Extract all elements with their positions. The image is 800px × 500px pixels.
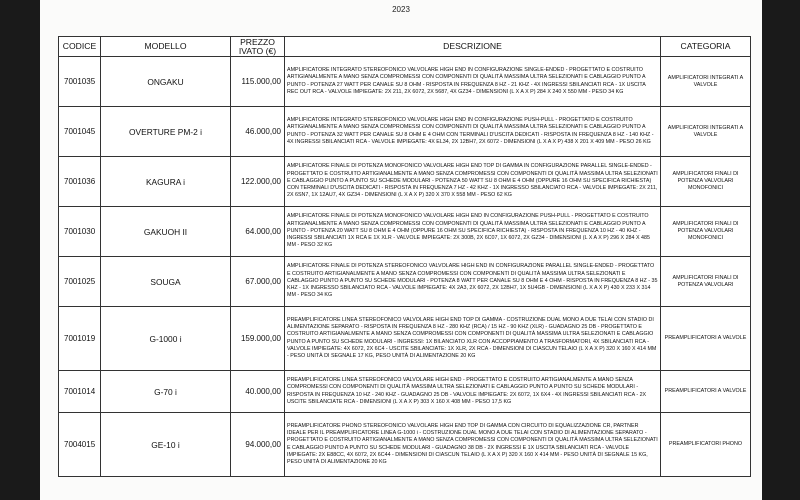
product-price: 46.000,00 — [231, 107, 285, 157]
product-price: 115.000,00 — [231, 57, 285, 107]
table-row — [59, 107, 751, 157]
product-description: PREAMPLIFICATORE LINEA STEREOFONICO VALVOLARE HIGH END - PROGETTATO E COSTRUITO ARTIGIANALMENTE A MANO SENZA COMPROMESSI CON COMPONENTI DI QUALITÀ MASSIMA ULTRA SELEZIONATI E CABLAGGIO PUNTO A PUNTO SU SCHEDE MODULARI - RISPOSTA IN FREQUENZA 10 HZ - 240 KHZ - GUADAGNO 25 DB - VALVOLE IMPIEGATE: 2X 6072, 1X 6X4 - 4X INGRESSI SBILANCIATI RCA - 2X USCITE SBILANCIATE RCA - DIMENSIONI (L X A X P) 303 X 160 X 408 MM - PESO 17,5 KG — [285, 371, 661, 413]
product-price: 94.000,00 — [231, 413, 285, 477]
header-description: DESCRIZIONE — [285, 37, 661, 57]
header-price: PREZZO IVATO (€) — [231, 37, 285, 57]
product-category: PREAMPLIFICATORI PHONO — [661, 413, 751, 477]
header-model: MODELLO — [101, 37, 231, 57]
product-price: 122.000,00 — [231, 157, 285, 207]
price-list-page — [40, 0, 762, 500]
table-header-row — [59, 37, 751, 57]
product-description: AMPLIFICATORE INTEGRATO STEREOFONICO VALVOLARE HIGH END IN CONFIGURAZIONE SINGLE-ENDED - PROGETTATO E COSTRUITO ARTIGIANALMENTE A MANO SENZA COMPROMESSI CON COMPONENTI DI QUALITÀ MASSIMA ULTRA SELEZIONATI E CABLAGGIO PUNTO A PUNTO - POTENZA 27 WATT PER CANALE SU 8 OHM - RISPOSTA IN FREQUENZA 8 HZ - 21 KHZ - 4X INGRESSI SBILANCIATI RCA - 1X USCITA REC OUT RCA - VALVOLE IMPIEGATE: 2X 211, 2X 6072, 2X 5687, 4X GZ34 - DIMENSIONI (L X A X P) 284 X 240 X 550 MM - PESO 34 KG — [285, 57, 661, 107]
product-code: 7001045 — [59, 107, 101, 157]
product-model: SOUGA — [101, 257, 231, 307]
product-code: 7001036 — [59, 157, 101, 207]
product-model: G-1000 i — [101, 307, 231, 371]
product-price: 40.000,00 — [231, 371, 285, 413]
table-row — [59, 413, 751, 477]
price-list-table — [58, 36, 751, 477]
table-row — [59, 257, 751, 307]
table-row — [59, 307, 751, 371]
product-category: AMPLIFICATORI FINALI DI POTENZA VALVOLARI MONOFONICI — [661, 207, 751, 257]
product-price: 159.000,00 — [231, 307, 285, 371]
product-description: AMPLIFICATORE INTEGRATO STEREOFONICO VALVOLARE HIGH END IN CONFIGURAZIONE PUSH-PULL - PROGETTATO E COSTRUITO ARTIGIANALMENTE A MANO SENZA COMPROMESSI CON COMPONENTI DI QUALITÀ MASSIMA ULTRA SELEZIONATI E CABLAGGIO PUNTO A PUNTO - POTENZA 32 WATT PER CANALE SU 8 OHM E 4 OHM CON TERMINALI D'USCITA DEDICATI - RISPOSTA IN FREQUENZA 8 HZ - 140 KHZ - 4X INGRESSI SBILANCIATI RCA - VALVOLE IMPIEGATE: 4X EL34, 2X 12BH7, 2X 6072 - DIMENSIONI (L X A X P) 438 X 201 X 409 MM - PESO 26 KG — [285, 107, 661, 157]
table-row — [59, 57, 751, 107]
year-label: 2023 — [392, 5, 410, 14]
product-code: 7001035 — [59, 57, 101, 107]
product-model: KAGURA i — [101, 157, 231, 207]
table-row — [59, 371, 751, 413]
table-row — [59, 207, 751, 257]
product-price: 67.000,00 — [231, 257, 285, 307]
product-description: AMPLIFICATORE FINALE DI POTENZA MONOFONICO VALVOLARE HIGH END TOP DI GAMMA IN CONFIGURAZIONE PARALLEL SINGLE-ENDED - PROGETTATO E COSTRUITO ARTIGIANALMENTE A MANO SENZA COMPROMESSI CON COMPONENTI DI QUALITÀ MASSIMA ULTRA SELEZIONATI E CABLAGGIO PUNTO A PUNTO SU SCHEDE MODULARI - POTENZA 50 WATT SU 8 OHM E 4 OHM (OPPURE 16 OHM SU SPECIFICA RICHIESTA) CON TERMINALI D'USCITA DEDICATI - RISPOSTA IN FREQUENZA 7 HZ - 42 KHZ - 1X INGRESSO SBILANCIATO RCA - VALVOLE IMPIEGATE: 2X 211, 2X 6SN7, 1X 12AU7, 4X GZ34 - DIMENSIONI (L X A X P) 320 X 370 X 558 MM - PESO 62 KG — [285, 157, 661, 207]
product-model: G-70 i — [101, 371, 231, 413]
product-category: PREAMPLIFICATORI A VALVOLE — [661, 307, 751, 371]
product-category: AMPLIFICATORI FINALI DI POTENZA VALVOLARI MONOFONICI — [661, 157, 751, 207]
product-description: AMPLIFICATORE FINALE DI POTENZA STEREOFONICO VALVOLARE HIGH END IN CONFIGURAZIONE PARALLEL SINGLE-ENDED - PROGETTATO E COSTRUITO ARTIGIANALMENTE A MANO SENZA COMPROMESSI CON COMPONENTI DI QUALITÀ MASSIMA ULTRA SELEZIONATI E CABLAGGIO PUNTO A PUNTO SU SCHEDE MODULARI - POTENZA 8 WATT PER CANALE SU 8 OHM E 4 OHM - RISPOSTA IN FREQUENZA 8 HZ - 35 KHZ - 1X INGRESSO SBILANCIATO RCA - VALVOLE IMPIEGATE: 4X 2A3, 2X 6072, 2X 12BH7, 1X 5U4GB - DIMENSIONI (L X A X P) 430 X 233 X 314 MM - PESO 34 KG — [285, 257, 661, 307]
product-code: 7001019 — [59, 307, 101, 371]
product-description: PREAMPLIFICATORE LINEA STEREOFONICO VALVOLARE HIGH END TOP DI GAMMA - COSTRUZIONE DUAL MONO A DUE TELAI CON STADIO DI ALIMENTAZIONE SEPARATO - RISPOSTA IN FREQUENZA 8 HZ - 280 KHZ (RCA) / 15 HZ - 90 KHZ (XLR) - GUADAGNO 25 DB - PROGETTATO E COSTRUITO ARTIGIANALMENTE A MANO SENZA COMPROMESSI CON COMPONENTI DI QUALITÀ MASSIMA ULTRA SELEZIONATI E CABLAGGIO PUNTO A PUNTO SU SCHEDE MODULARI - INGRESSI: 1X BILANCIATO XLR CON ACCOPPIAMENTO A TRASFORMATORI, 4X SBILANCIATI RCA - VALVOLE IMPIEGATE: 4X 6072, 2X 6C4 - USCITE SBILANCIATE: 1X XLR, 2X RCA - DIMENSIONI DI CIASCUN TELAIO (L X A X P) 320 X 160 X 414 MM - PESO UNITÀ DI SEGNALE 17 KG, PESO UNITÀ DI ALIMENTAZIONE 20 KG — [285, 307, 661, 371]
product-category: PREAMPLIFICATORI A VALVOLE — [661, 371, 751, 413]
product-description: AMPLIFICATORE FINALE DI POTENZA MONOFONICO VALVOLARE HIGH END IN CONFIGURAZIONE PUSH-PULL - PROGETTATO E COSTRUITO ARTIGIANALMENTE A MANO SENZA COMPROMESSI CON COMPONENTI DI QUALITÀ MASSIMA ULTRA SELEZIONATI E CABLAGGIO PUNTO A PUNTO - POTENZA 20 WATT SU 8 OHM E 4 OHM (OPPURE 16 OHM SU SPECIFICA RICHIESTA) - RISPOSTA IN FREQUENZA 10 HZ - 40 KHZ - INGRESSI SBILANCIATI 1X RCA E 1X XLR - VALVOLE IMPIEGATE: 2X 300B, 2X 6C07, 1X 6072, 2X GZ34 - DIMENSIONI (L X A X P) 296 X 284 X 485 MM - PESO 32 KG — [285, 207, 661, 257]
product-description: PREAMPLIFICATORE PHONO STEREOFONICO VALVOLARE HIGH END TOP DI GAMMA CON CIRCUITO DI EQUALIZZAZIONE CR, PARTNER IDEALE PER IL PREAMPLIFICATORE LINEA G-1000 i - COSTRUZIONE DUAL MONO A DUE TELAI CON STADIO DI ALIMENTAZIONE SEPARATO - PROGETTATO E COSTRUITO ARTIGIANALMENTE A MANO SENZA COMPROMESSI CON COMPONENTI DI QUALITÀ MASSIMA ULTRA SELEZIONATI E CABLAGGIO PUNTO A PUNTO SU SCHEDE MODULARI - GUADAGNO 38 DB - 2X INGRESSI E 1X USCITA SBILANCIATI RCA - VALVOLE IMPIEGATE: 2X E88CC, 4X 6072, 2X 6C44 - DIMENSIONI DI CIASCUN TELAIO (L X A X P) 320 X 160 X 414 MM - PESO UNITÀ DI SEGNALE 15 KG, PESO UNITÀ DI ALIMENTAZIONE 20 KG — [285, 413, 661, 477]
table-row — [59, 157, 751, 207]
product-category: AMPLIFICATORI INTEGRATI A VALVOLE — [661, 107, 751, 157]
product-code: 7004015 — [59, 413, 101, 477]
product-code: 7001030 — [59, 207, 101, 257]
product-code: 7001014 — [59, 371, 101, 413]
product-model: OVERTURE PM-2 i — [101, 107, 231, 157]
product-category: AMPLIFICATORI FINALI DI POTENZA VALVOLARI — [661, 257, 751, 307]
product-model: ONGAKU — [101, 57, 231, 107]
product-model: GE-10 i — [101, 413, 231, 477]
product-category: AMPLIFICATORI INTEGRATI A VALVOLE — [661, 57, 751, 107]
product-price: 64.000,00 — [231, 207, 285, 257]
product-code: 7001025 — [59, 257, 101, 307]
product-model: GAKUOH II — [101, 207, 231, 257]
header-code: CODICE — [59, 37, 101, 57]
header-category: CATEGORIA — [661, 37, 751, 57]
